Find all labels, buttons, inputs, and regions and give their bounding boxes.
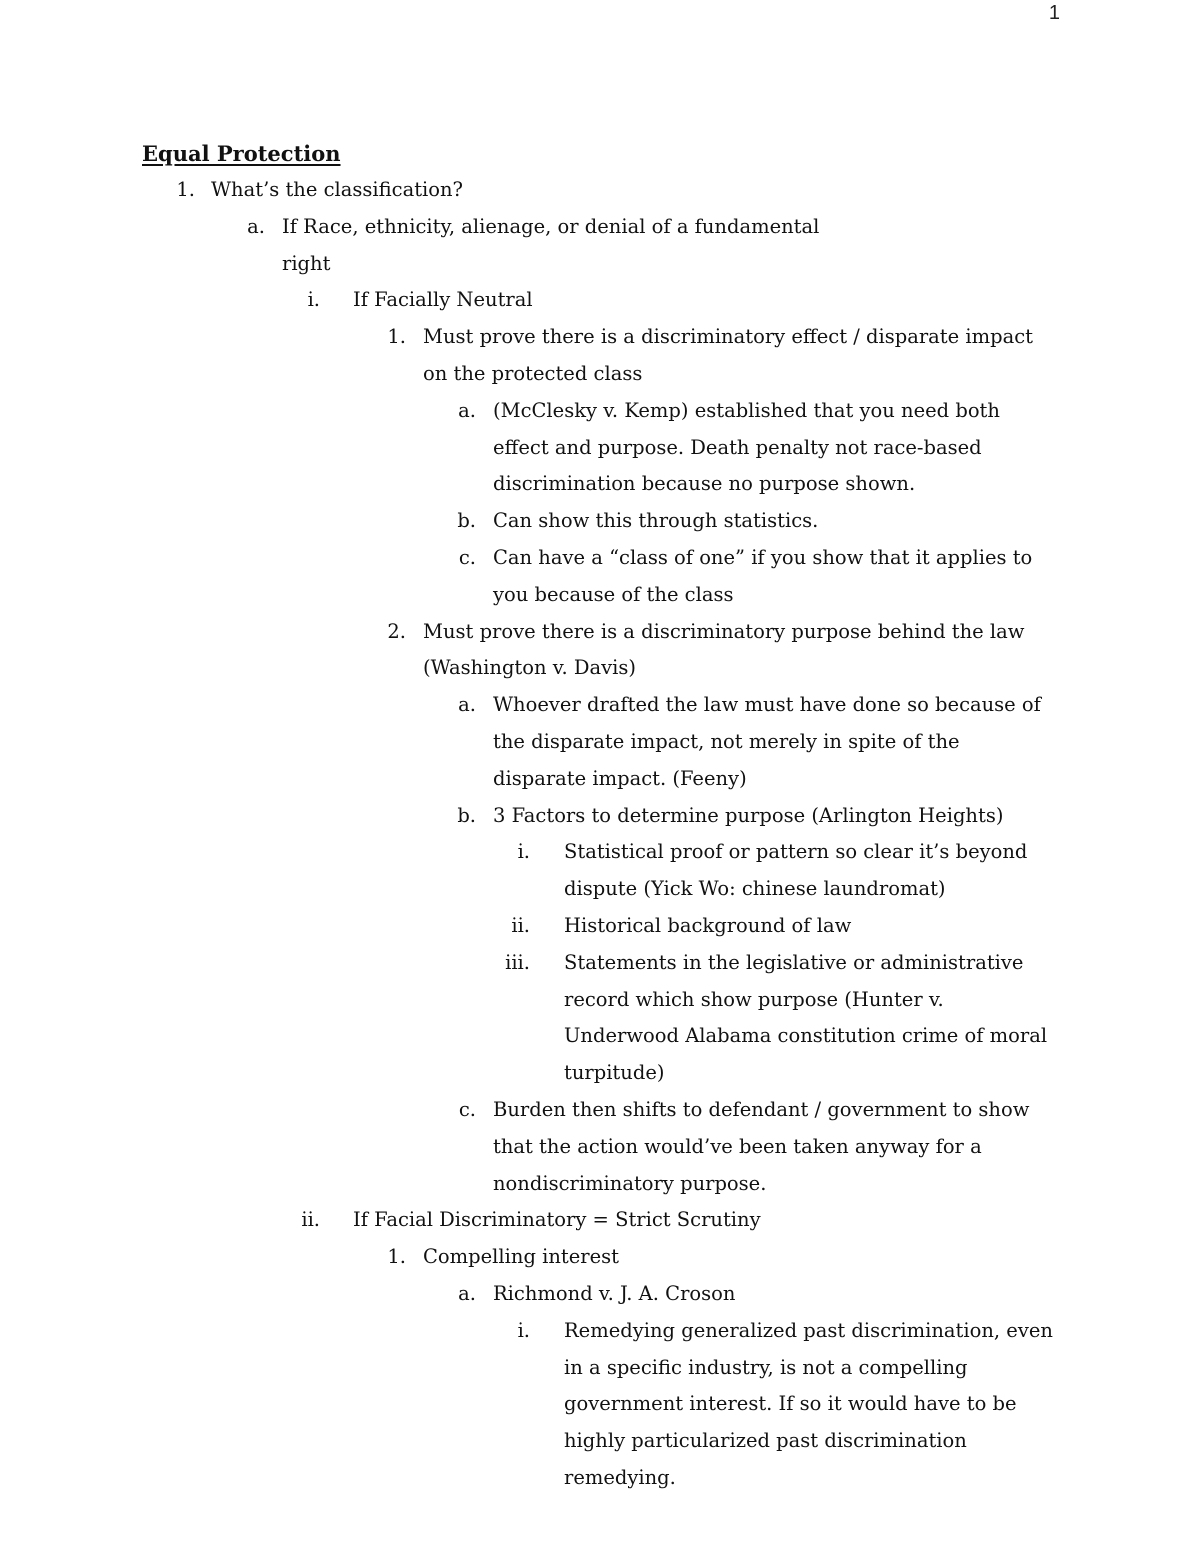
outline-text: If Race, ethnicity, alienage, or denial of a fundamental right (282, 214, 820, 275)
outline-marker: a. (458, 1281, 476, 1305)
outline-item (0, 209, 1200, 283)
outline-marker: iii. (505, 950, 530, 974)
outline-text: If Facial Discriminatory = Strict Scrutiny (353, 1208, 761, 1232)
outline-text: (McClesky v. Kemp) established that you need both effect and purpose. Death penalty not race-based discrimination because no purpose shown. (493, 398, 1000, 496)
outline-text: Historical background of law (564, 913, 852, 937)
outline-item (0, 614, 1200, 688)
outline-marker: 1. (387, 325, 406, 349)
outline-text: Statistical proof or pattern so clear it’s beyond dispute (Yick Wo: chinese laundromat) (564, 840, 1028, 901)
outline-item (0, 834, 1200, 908)
outline-marker: b. (457, 803, 476, 827)
outline-marker: ii. (511, 913, 530, 937)
outline-marker: 1. (176, 178, 195, 201)
outline-text: Must prove there is a discriminatory effect / disparate impact on the protected class (423, 325, 1033, 385)
outline-marker: 2. (387, 619, 406, 643)
outline-text: 3 Factors to determine purpose (Arlington Heights) (493, 803, 1004, 827)
outline-marker: b. (457, 509, 476, 533)
outline-item (0, 945, 1200, 1092)
outline-item (0, 1239, 1200, 1276)
outline-marker: ii. (301, 1208, 320, 1232)
outline-text: Compelling interest (423, 1245, 619, 1269)
page-number: 1 (1048, 2, 1060, 24)
outline-text: Statements in the legislative or administrative record which show purpose (Hunter v. Underwood Alabama constitution crime of moral turpitude) (564, 950, 1048, 1085)
outline-text: What’s the classification? (211, 178, 464, 201)
outline-text: Can show this through statistics. (493, 509, 819, 533)
outline-item (0, 172, 1200, 209)
outline-item (0, 282, 1200, 319)
outline-item (0, 393, 1200, 503)
outline-marker: c. (458, 545, 476, 569)
outline-marker: c. (458, 1097, 476, 1121)
outline-text: Must prove there is a discriminatory purpose behind the law (Washington v. Davis) (423, 619, 1025, 680)
outline-marker: i. (307, 288, 320, 312)
outline-text: Remedying generalized past discrimination, even in a specific industry, is not a compelling government interest. If so it would have to be highly particularized past discrimination remedying. (564, 1318, 1053, 1489)
document-title: Equal Protection (142, 141, 341, 166)
outline-marker: a. (458, 693, 476, 717)
outline-marker: a. (247, 214, 265, 238)
outline-item (0, 1276, 1200, 1313)
outline-text: Whoever drafted the law must have done so because of the disparate impact, not merely in spite of the disparate impact. (Feeny) (493, 693, 1041, 790)
outline-marker: a. (458, 398, 476, 422)
outline-item (0, 1202, 1200, 1239)
outline-marker: i. (517, 840, 530, 864)
outline-list (0, 172, 1200, 1497)
outline-item (0, 540, 1200, 614)
outline-item (0, 798, 1200, 835)
outline-text: Richmond v. J. A. Croson (493, 1281, 736, 1305)
outline-item (0, 1313, 1200, 1497)
outline-text: If Facially Neutral (353, 288, 533, 312)
outline-item (0, 503, 1200, 540)
outline-marker: i. (517, 1318, 530, 1342)
outline-text: Burden then shifts to defendant / government to show that the action would’ve been taken anyway for a nondiscriminatory purpose. (493, 1097, 1030, 1195)
outline-item (0, 319, 1200, 393)
outline-item (0, 908, 1200, 945)
outline-marker: 1. (387, 1245, 406, 1269)
outline-item (0, 687, 1200, 797)
outline-item (0, 1092, 1200, 1202)
outline-text: Can have a “class of one” if you show that it applies to you because of the class (493, 545, 1033, 606)
